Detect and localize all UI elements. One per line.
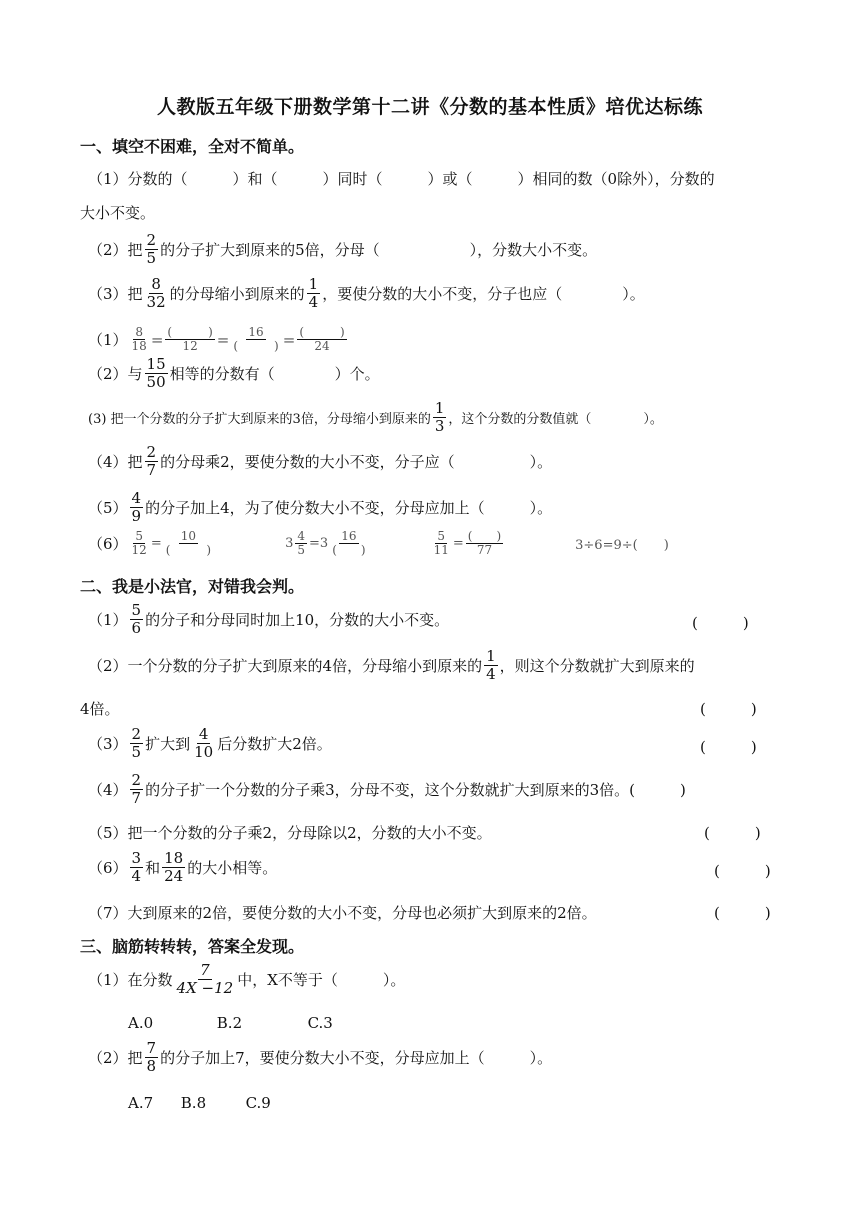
s2-j5: （5）把一个分数的分子乘2，分母除以2，分数的大小不变。 (88, 824, 492, 842)
fraction-blank[interactable]: ( ) 77 (467, 529, 502, 557)
s1-q6: (3) 把一个分数的分子扩大到原来的3倍，分母缩小到原来的 1 3 ，这个分数的分数值就（ ）。 (88, 399, 663, 435)
fraction-blank[interactable]: ( ) 12 (167, 325, 213, 353)
judge-blank-6[interactable]: ( ) (714, 862, 771, 880)
page-title: 人教版五年级下册数学第十二讲《分数的基本性质》培优达标练 (156, 96, 703, 118)
fraction: 1 4 (308, 275, 319, 311)
fraction: 4 9 (131, 489, 142, 525)
fraction: $\frac{8}{18}$ (131, 325, 147, 353)
s1-q1-text: （1）分数的（ ）和（ ）同时（ ）或（ ）相同的数（0除外），分数的 (88, 170, 715, 188)
fraction-blank[interactable]: ( ) 24 (299, 325, 345, 353)
fraction: 4 10 (194, 725, 214, 761)
fraction: $\frac{5}{11}$ (433, 529, 449, 557)
fraction: 15 50 (146, 355, 166, 391)
fraction: $\frac{5}{12}$ (131, 529, 147, 557)
fraction-blank[interactable]: 10 ( ) (165, 529, 212, 557)
fraction: 1 4 (486, 647, 496, 683)
fraction-blank[interactable]: 16 ( ) (332, 529, 366, 557)
s2-j1: （1） 5 6 的分子和分母同时加上10，分数的大小不变。 (88, 601, 450, 637)
section1-heading: 一、填空不困难，全对不简单。 (80, 137, 305, 156)
s3-m2: （2）把 7 8 的分子加上7，要使分数大小不变，分母应加上（ ）。 (88, 1039, 553, 1075)
judge-blank-5[interactable]: ( ) (704, 824, 761, 842)
s2-j7: （7）大到原来的2倍，要使分数的大小不变，分母也必须扩大到原来的2倍。 (88, 904, 597, 922)
division-equation: 3÷6=9÷( ) (575, 538, 669, 553)
option-c[interactable]: C.9 (245, 1094, 271, 1112)
option-a[interactable]: A.7 (128, 1094, 154, 1112)
s1-q1-line2: 大小不变。 (80, 204, 156, 222)
judge-blank-1[interactable]: ( ) (692, 614, 749, 632)
s2-j2: （2）一个分数的分子扩大到原来的4倍，分母缩小到原来的 1 4 ，则这个分数就扩大到原来的 (88, 647, 695, 683)
judge-blank-3[interactable]: ( ) (700, 738, 757, 756)
s1-q5: （2）与 15 50 相等的分数有（ ）个。 (88, 355, 380, 391)
fraction: 3 4 (131, 849, 142, 885)
s3-m2-options (128, 1094, 271, 1112)
s1-q4-equation: （1） $\frac{8}{18}$ = ( ) 12 = 16 ( ) = ( ) 24 (88, 325, 345, 353)
fraction: 7 8 (146, 1039, 157, 1075)
option-b[interactable]: B.8 (180, 1094, 207, 1112)
fraction: 2 7 (146, 443, 157, 479)
s2-j2-line2: 4倍。 (80, 700, 120, 718)
s1-q7: （4）把 2 7 的分母乘2，要使分数的大小不变，分子应（ ）。 (88, 443, 553, 479)
fraction: 8 32 (146, 275, 166, 311)
s1-q2: （2）把 2 5 的分子扩大到原来的5倍，分母（ ），分数大小不变。 (88, 231, 598, 267)
s2-j6: （6） 3 4 和 18 24 的大小相等。 (88, 849, 278, 885)
s2-j3: （3） 2 5 扩大到 4 10 后分数扩大2倍。 (88, 725, 332, 761)
fraction: 2 5 (131, 725, 142, 761)
section2-heading: 二、我是小法官，对错我会判。 (80, 577, 305, 596)
fraction: 2 7 (131, 771, 142, 807)
fraction: 18 24 (164, 849, 184, 885)
s1-q8: （5） 4 9 的分子加上4，为了使分数大小不变，分母应加上（ ）。 (88, 489, 553, 525)
fraction: 7 4X −12 (176, 961, 234, 997)
option-b[interactable]: B.2 (216, 1014, 243, 1032)
judge-blank-7[interactable]: ( ) (714, 904, 771, 922)
s1-q9-equations: （6） $\frac{5}{12}$ = 10 ( ) 3 $\frac{4}{5}$ =3 16 ( ) $\frac{5}{11}$ = ( ) 77 3÷6=9÷( ) (88, 529, 669, 557)
section3-heading: 三、脑筋转转转，答案全发现。 (80, 937, 305, 956)
fraction: 1 3 (434, 399, 445, 435)
option-c[interactable]: C.3 (307, 1014, 333, 1032)
s1-q3: （3）把 8 32 的分母缩小到原来的 1 4 ，要使分数的大小不变，分子也应（ ）。 (88, 275, 645, 311)
option-a[interactable]: A.0 (128, 1014, 154, 1032)
s2-j4: （4） 2 7 的分子扩一个分数的分子乘3，分母不变，这个分数就扩大到原来的3倍。( ) (88, 771, 686, 807)
s3-m1-options (128, 1014, 333, 1032)
fraction-blank[interactable]: 16 ( ) (233, 325, 279, 353)
fraction: $\frac{4}{5}$ (297, 529, 306, 557)
fraction: 2 5 (146, 231, 157, 267)
judge-blank-2[interactable]: ( ) (700, 700, 757, 718)
s3-m1: （1）在分数 7 4X −12 中，X不等于（ ）。 (88, 961, 406, 997)
fraction: 5 6 (131, 601, 142, 637)
s1-q1-line1 (88, 168, 780, 189)
